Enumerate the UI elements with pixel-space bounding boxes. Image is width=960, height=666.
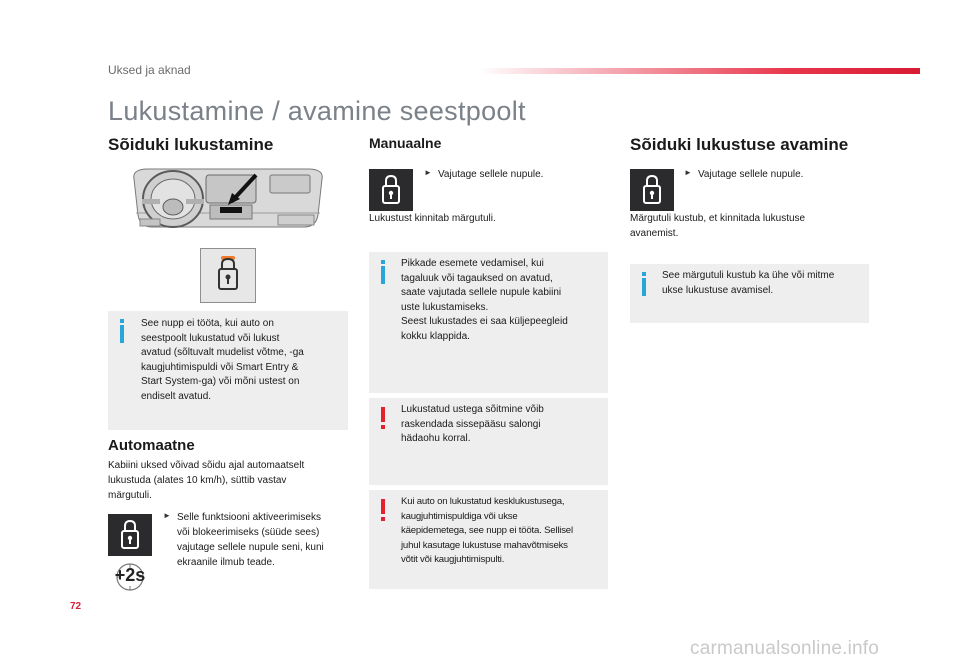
info-line: endiselt avatud. (141, 390, 212, 402)
lock-button-automatic (108, 514, 152, 556)
info-icon (381, 266, 385, 284)
warning-line: raskendada sissepääsu salongi (401, 418, 541, 430)
lock-button-manual (369, 169, 413, 211)
info-line: uste lukustamiseks. (401, 301, 489, 313)
header-accent-rule (478, 68, 920, 74)
info-box-indicator-off (630, 264, 869, 323)
text-line: Märgutuli kustub, et kinnitada lukustuse (630, 213, 806, 224)
info-line: Start System-ga) või mõni ustest on (141, 376, 300, 387)
warning-line: juhul kasutage lukustuse mahavõtmiseks (401, 539, 568, 551)
watermark: carmanualsonline.info (690, 638, 880, 659)
info-line: Pikkade esemete vedamisel, kui (401, 258, 544, 269)
warning-line: hädaohu korral. (401, 433, 471, 444)
lock-icon (108, 514, 152, 556)
warning-line: Kui auto on lukustatud kesklukustusega, (401, 496, 565, 507)
warning-line: kaugjuhtimispuldiga või ukse (401, 510, 518, 522)
info-line: avatud (sõltuvalt mudelist võtme, -ga (141, 347, 304, 358)
text-line: või blokeerimiseks (süüde sees) (177, 527, 320, 538)
heading-automatic: Automaatne (108, 437, 195, 454)
dashboard-illustration (128, 165, 328, 243)
heading-manual: Manuaalne (369, 135, 442, 151)
heading-unlocking: Sõiduki lukustuse avamine (630, 135, 849, 154)
info-box-long-objects (369, 252, 608, 393)
text-line: ekraanile ilmub teade. (177, 557, 275, 568)
info-icon (120, 325, 124, 343)
page-number: 72 (70, 601, 82, 612)
arrow-bullet-icon: ► (424, 168, 432, 177)
warning-icon (381, 499, 385, 514)
text-line: Kabiini uksed võivad sõidu ajal automaatselt (108, 460, 305, 471)
page-title: Lukustamine / avamine seestpoolt (108, 96, 526, 126)
warning-box-button-disabled (369, 490, 608, 589)
automatic-description (108, 458, 348, 503)
text-line: märgutuli. (108, 490, 152, 501)
unlock-note (630, 211, 870, 241)
unlock-button (630, 169, 674, 211)
info-line: tagaluuk või tagauksed on avatud, (401, 272, 553, 284)
arrow-bullet-icon: ► (684, 168, 692, 177)
info-line: kaugjuhtimispuldi või Smart Entry & (141, 361, 299, 373)
text-line: lukustuda (alates 10 km/h), süttib vastav (108, 475, 287, 486)
info-icon (642, 278, 646, 296)
hold-timer-badge (108, 562, 152, 592)
warning-line: võtit või kaugjuhtimispulti. (401, 554, 505, 565)
lock-icon (201, 249, 255, 302)
arrow-bullet-icon: ► (163, 511, 171, 520)
info-line: seestpoolt lukustatud või lukust (141, 332, 280, 344)
warning-line: Lukustatud ustega sõitmine võib (401, 404, 544, 415)
info-line: Seest lukustades ei saa küljepeegleid (401, 316, 568, 327)
info-line: ukse lukustuse avamisel. (662, 284, 774, 296)
info-line: saate vajutada sellele nupule kabiini (401, 287, 562, 298)
lock-button-panel (200, 248, 256, 303)
section-label: Uksed ja aknad (108, 63, 191, 77)
info-line: See märgutuli kustub ka ühe või mitme (662, 270, 835, 281)
text-line: Selle funktsiooni aktiveerimiseks (177, 512, 321, 523)
text-line: vajutage sellele nupule seni, kuni (177, 542, 324, 553)
warning-line: käepidemetega, see nupp ei tööta. Sellisel (401, 525, 573, 536)
manual-bullet (424, 167, 604, 182)
warning-box-locked-driving (369, 398, 608, 485)
info-line: See nupp ei tööta, kui auto on (141, 318, 274, 329)
lock-icon (630, 169, 674, 211)
info-box-lock-limitation (108, 311, 348, 430)
text-line: Vajutage sellele nupule. (438, 169, 544, 180)
text-line: Vajutage sellele nupule. (698, 169, 804, 180)
unlock-bullet (684, 167, 864, 182)
manual-note: Lukustust kinnitab märgutuli. (369, 213, 496, 224)
lock-icon (369, 169, 413, 211)
heading-locking: Sõiduki lukustamine (108, 135, 274, 154)
text-line: avanemist. (630, 228, 679, 239)
automatic-bullet (163, 510, 348, 570)
warning-icon (381, 407, 385, 422)
info-line: kokku klappida. (401, 330, 470, 342)
hold-duration-label: +2s (114, 565, 146, 585)
